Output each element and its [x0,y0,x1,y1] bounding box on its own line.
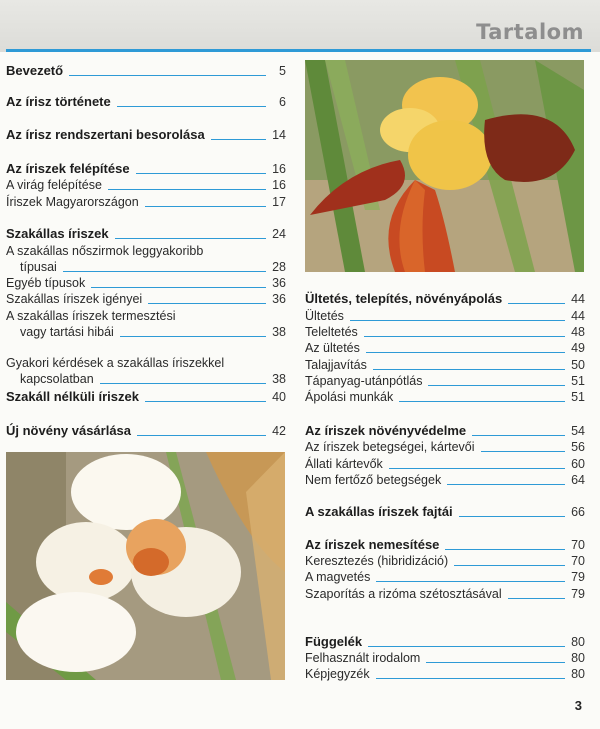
leader-line [117,106,266,107]
leader-line [399,401,565,402]
iris-photo-orange [305,60,584,272]
section-heading: Ültetés, telepítés, növényápolás [305,291,503,306]
page-number: 3 [574,698,582,713]
entry-title: Talajjavítás [305,358,367,372]
entry-title: Szakállas íriszek igényei [6,292,143,306]
toc-right-entry[interactable] [305,309,585,323]
page-ref: 38 [272,325,286,339]
toc-right-entry[interactable] [305,651,585,665]
toc-right-entry[interactable] [305,667,585,681]
page-ref: 80 [571,635,585,649]
page-ref: 16 [272,178,286,192]
leader-line [364,336,565,337]
page-ref: 54 [571,424,585,438]
toc-right-entry[interactable] [305,358,585,372]
page-ref: 80 [571,667,585,681]
leader-line [91,287,266,288]
entry-title: A szakállas nőszirmok leggyakoribb [6,244,204,258]
toc-left-entry[interactable] [6,64,286,78]
page-ref: 44 [571,292,585,306]
entry-title: Egyéb típusok [6,276,86,290]
page-ref: 66 [571,505,585,519]
leader-line [115,238,266,239]
entry-title: Keresztezés (hibridizáció) [305,554,449,568]
toc-left-entry[interactable] [6,95,286,109]
entry-title: vagy tartási hibái [20,325,114,339]
toc-left-entry-line1[interactable] [6,244,286,258]
toc-left-entry[interactable] [20,325,286,339]
toc-right-entry[interactable] [305,374,585,388]
page-ref: 50 [571,358,585,372]
leader-line [426,662,565,663]
page-ref: 38 [272,372,286,386]
entry-title: Ápolási munkák [305,390,394,404]
toc-right-entry[interactable] [305,424,585,438]
page-ref: 16 [272,162,286,176]
leader-line [447,484,565,485]
leader-line [120,336,266,337]
toc-right-entry[interactable] [305,554,585,568]
leader-line [211,139,266,140]
page-ref: 56 [571,440,585,454]
leader-line [376,678,565,679]
iris-photo-white [6,452,285,680]
toc-right-entry[interactable] [305,325,585,339]
entry-title: Az ültetés [305,341,360,355]
leader-line [137,435,266,436]
page-ref: 70 [571,538,585,552]
leader-line [389,468,565,469]
leader-line [472,435,565,436]
entry-title: A magvetés [305,570,371,584]
page-ref: 24 [272,227,286,241]
entry-title: Az íriszek betegségei, kártevői [305,440,475,454]
section-heading: A szakállas íriszek fajtái [305,504,453,519]
page-ref: 36 [272,276,286,290]
toc-right-entry[interactable] [305,587,585,601]
page-ref: 60 [571,457,585,471]
section-heading: Az íriszek felépítése [6,161,130,176]
page-ref: 28 [272,260,286,274]
page-ref: 49 [571,341,585,355]
page-ref: 17 [272,195,286,209]
leader-line [508,303,565,304]
leader-line [108,189,266,190]
toc-left-entry[interactable] [6,276,286,290]
title-rule [6,49,591,52]
entry-title: Képjegyzék [305,667,370,681]
toc-left-entry[interactable] [6,390,286,404]
toc-left-entry-line1[interactable] [6,356,286,370]
page-ref: 64 [571,473,585,487]
leader-line [445,549,565,550]
toc-left-entry[interactable] [20,260,286,274]
page-ref: 6 [279,95,286,109]
toc-left-entry[interactable] [20,372,286,386]
section-heading: Bevezető [6,63,64,78]
toc-left-entry[interactable] [6,128,286,142]
entry-title: típusai [20,260,57,274]
toc-right-entry[interactable] [305,538,585,552]
page-ref: 48 [571,325,585,339]
section-heading: Az íriszek növényvédelme [305,423,467,438]
section-heading: Függelék [305,634,363,649]
entry-title: Ültetés [305,309,344,323]
entry-title: Szaporítás a rizóma szétosztásával [305,587,502,601]
leader-line [376,581,565,582]
toc-right-entry[interactable] [305,570,585,584]
toc-left-entry[interactable] [6,178,286,192]
leader-line [508,598,565,599]
page-ref: 70 [571,554,585,568]
leader-line [459,516,565,517]
page-ref: 42 [272,424,286,438]
leader-line [148,303,266,304]
toc-right-entry[interactable] [305,457,585,471]
leader-line [428,385,565,386]
entry-title: Nem fertőző betegségek [305,473,442,487]
page-ref: 14 [272,128,286,142]
toc-left-entry[interactable] [6,227,286,241]
leader-line [69,75,266,76]
toc-right-entry[interactable] [305,473,585,487]
leader-line [481,451,565,452]
page-ref: 79 [571,570,585,584]
page-ref: 44 [571,309,585,323]
toc-left-entry[interactable] [6,162,286,176]
leader-line [100,383,266,384]
entry-title: Tápanyag-utánpótlás [305,374,423,388]
entry-title: A szakállas íriszek termesztési [6,309,176,323]
entry-title: Teleltetés [305,325,358,339]
section-heading: Szakállas íriszek [6,226,109,241]
page-title: Tartalom [476,20,584,44]
toc-right-entry[interactable] [305,635,585,649]
section-heading: Az íriszek nemesítése [305,537,440,552]
entry-title: Íriszek Magyarországon [6,195,139,209]
toc-right-entry[interactable] [305,440,585,454]
page-ref: 51 [571,390,585,404]
toc-left-entry-line1[interactable] [6,309,286,323]
toc-right-entry[interactable] [305,505,585,519]
toc-left-entry[interactable] [6,195,286,209]
toc-right-entry[interactable] [305,390,585,404]
leader-line [366,352,565,353]
page-ref: 80 [571,651,585,665]
section-heading: Az írisz története [6,94,111,109]
leader-line [368,646,565,647]
toc-right-entry[interactable] [305,341,585,355]
leader-line [350,320,565,321]
entry-title: Gyakori kérdések a szakállas íriszekkel [6,356,225,370]
entry-title: Állati kártevők [305,457,383,471]
page-ref: 79 [571,587,585,601]
leader-line [145,401,266,402]
entry-title: A virág felépítése [6,178,102,192]
section-heading: Szakáll nélküli íriszek [6,389,139,404]
page-ref: 51 [571,374,585,388]
leader-line [454,565,565,566]
toc-left-entry[interactable] [6,292,286,306]
toc-left-entry[interactable] [6,424,286,438]
entry-title: Felhasznált irodalom [305,651,421,665]
page-ref: 5 [279,64,286,78]
toc-right-entry[interactable] [305,292,585,306]
page-ref: 36 [272,292,286,306]
section-heading: Az írisz rendszertani besorolása [6,127,205,142]
section-heading: Új növény vásárlása [6,423,132,438]
leader-line [373,369,565,370]
leader-line [136,173,266,174]
leader-line [63,271,266,272]
leader-line [145,206,266,207]
page-ref: 40 [272,390,286,404]
entry-title: kapcsolatban [20,372,94,386]
